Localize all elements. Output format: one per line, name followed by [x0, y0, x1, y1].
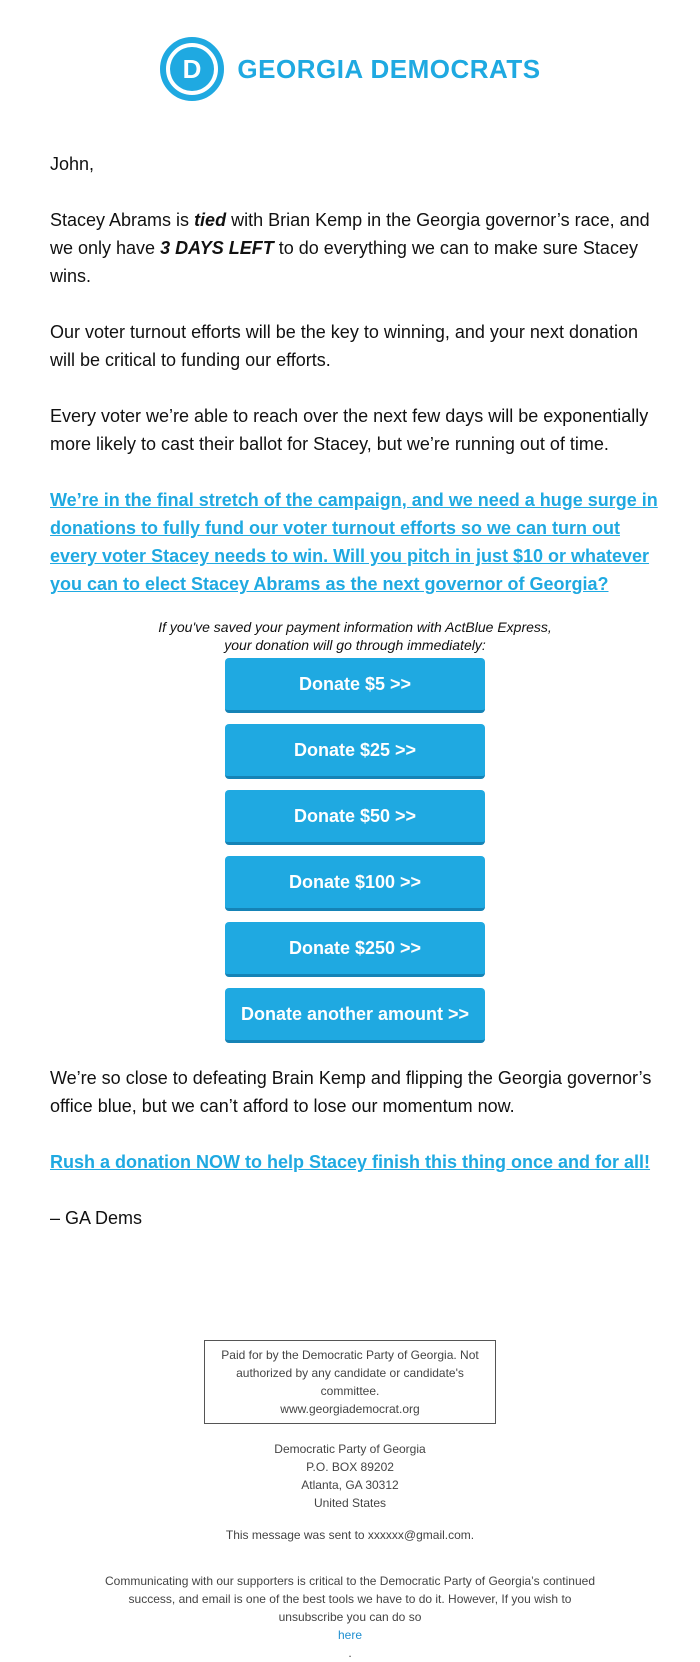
- paragraph-turnout: Our voter turnout efforts will be the key to winning, and your next donation will be critical to funding our efforts.: [50, 322, 639, 370]
- donate-250-button[interactable]: Donate $250 >>: [225, 922, 485, 977]
- unsub-line-2: success, and email is one of the best tools we have to do it. However, If you wish to: [128, 1592, 572, 1606]
- disclaimer-line-3: www.georgiademocrat.org: [280, 1402, 420, 1416]
- address-line-1: Democratic Party of Georgia: [274, 1442, 426, 1456]
- unsubscribe-link[interactable]: here: [337, 1628, 363, 1642]
- p1-middle: with Brian Kemp in the Georgia governor’s race, and we only have: [50, 210, 650, 258]
- donate-button-list: [50, 658, 660, 1054]
- unsub-line-3-suffix: .: [348, 1646, 352, 1660]
- paragraph-race-status: [50, 206, 660, 290]
- unsub-line-3-prefix: unsubscribe you can do so: [278, 1610, 422, 1624]
- sent-to-suffix: .: [470, 1528, 475, 1542]
- unsub-line-3: [100, 1608, 600, 1662]
- p1-before: Stacey Abrams is: [50, 210, 195, 230]
- address-line-2: P.O. BOX 89202: [306, 1460, 394, 1474]
- disclaimer-line-2: authorized by any candidate or candidate's committee.: [236, 1366, 464, 1398]
- logo-letter: D: [183, 54, 202, 84]
- mailing-address: [0, 1440, 700, 1512]
- sent-to-notice: [0, 1526, 700, 1544]
- donate-other-amount-button[interactable]: Donate another amount >>: [225, 988, 485, 1043]
- email-body: [50, 150, 660, 1260]
- donate-5-button[interactable]: Donate $5 >>: [225, 658, 485, 713]
- email-footer: [0, 1340, 700, 1662]
- emphasis-days-left: 3 DAYS LEFT: [160, 238, 274, 258]
- address-line-3: Atlanta, GA 30312: [301, 1478, 399, 1492]
- email-header: [0, 36, 700, 102]
- disclaimer-line-1: Paid for by the Democratic Party of Georgia. Not: [221, 1348, 479, 1362]
- recipient-email: xxxxxx@gmail.com: [367, 1528, 471, 1542]
- p1-after: to do everything we can to make sure Stacey wins.: [50, 238, 638, 286]
- actblue-express-note: [50, 618, 660, 654]
- donate-25-button[interactable]: Donate $25 >>: [225, 724, 485, 779]
- cta-paragraph: [50, 486, 660, 598]
- sent-to-prefix: This message was sent to: [225, 1528, 368, 1542]
- unsub-line-1: Communicating with our supporters is critical to the Democratic Party of Georgia’s continued: [105, 1574, 595, 1588]
- express-note-line-2: your donation will go through immediately:: [224, 637, 486, 653]
- donate-cta-link[interactable]: We’re in the final stretch of the campaign, and we need a huge surge in donations to fully fund our voter turnout efforts so we can turn out every voter Stacey needs to win. Will you pitch in just $10 or whatever you can to elect Stacey Abrams as the next governor of Georgia?: [50, 490, 658, 594]
- emphasis-tied: tied: [194, 210, 227, 230]
- donate-50-button[interactable]: Donate $50 >>: [225, 790, 485, 845]
- express-note-line-1: If you've saved your payment information with ActBlue Express,: [158, 619, 552, 635]
- democrats-d-logo-icon: [159, 36, 225, 102]
- paid-for-disclaimer: [204, 1340, 496, 1424]
- paragraph-momentum: We’re so close to defeating Brain Kemp and flipping the Georgia governor’s office blue, but we can’t afford to lose our momentum now.: [50, 1068, 652, 1116]
- address-line-4: United States: [313, 1496, 387, 1510]
- donate-100-button[interactable]: Donate $100 >>: [225, 856, 485, 911]
- paragraph-voter-reach: Every voter we’re able to reach over the next few days will be exponentially more likely to cast their ballot for Stacey, but we’re running out of time.: [50, 406, 649, 454]
- rush-donation-link[interactable]: Rush a donation NOW to help Stacey finish this thing once and for all!: [50, 1152, 651, 1172]
- signoff: – GA Dems: [50, 1208, 143, 1228]
- georgia-democrats-logo: [159, 36, 540, 102]
- org-name: GEORGIA DEMOCRATS: [237, 54, 541, 84]
- greeting: John,: [50, 154, 95, 174]
- cta-rush-paragraph: [50, 1148, 660, 1176]
- unsubscribe-notice: [100, 1572, 600, 1662]
